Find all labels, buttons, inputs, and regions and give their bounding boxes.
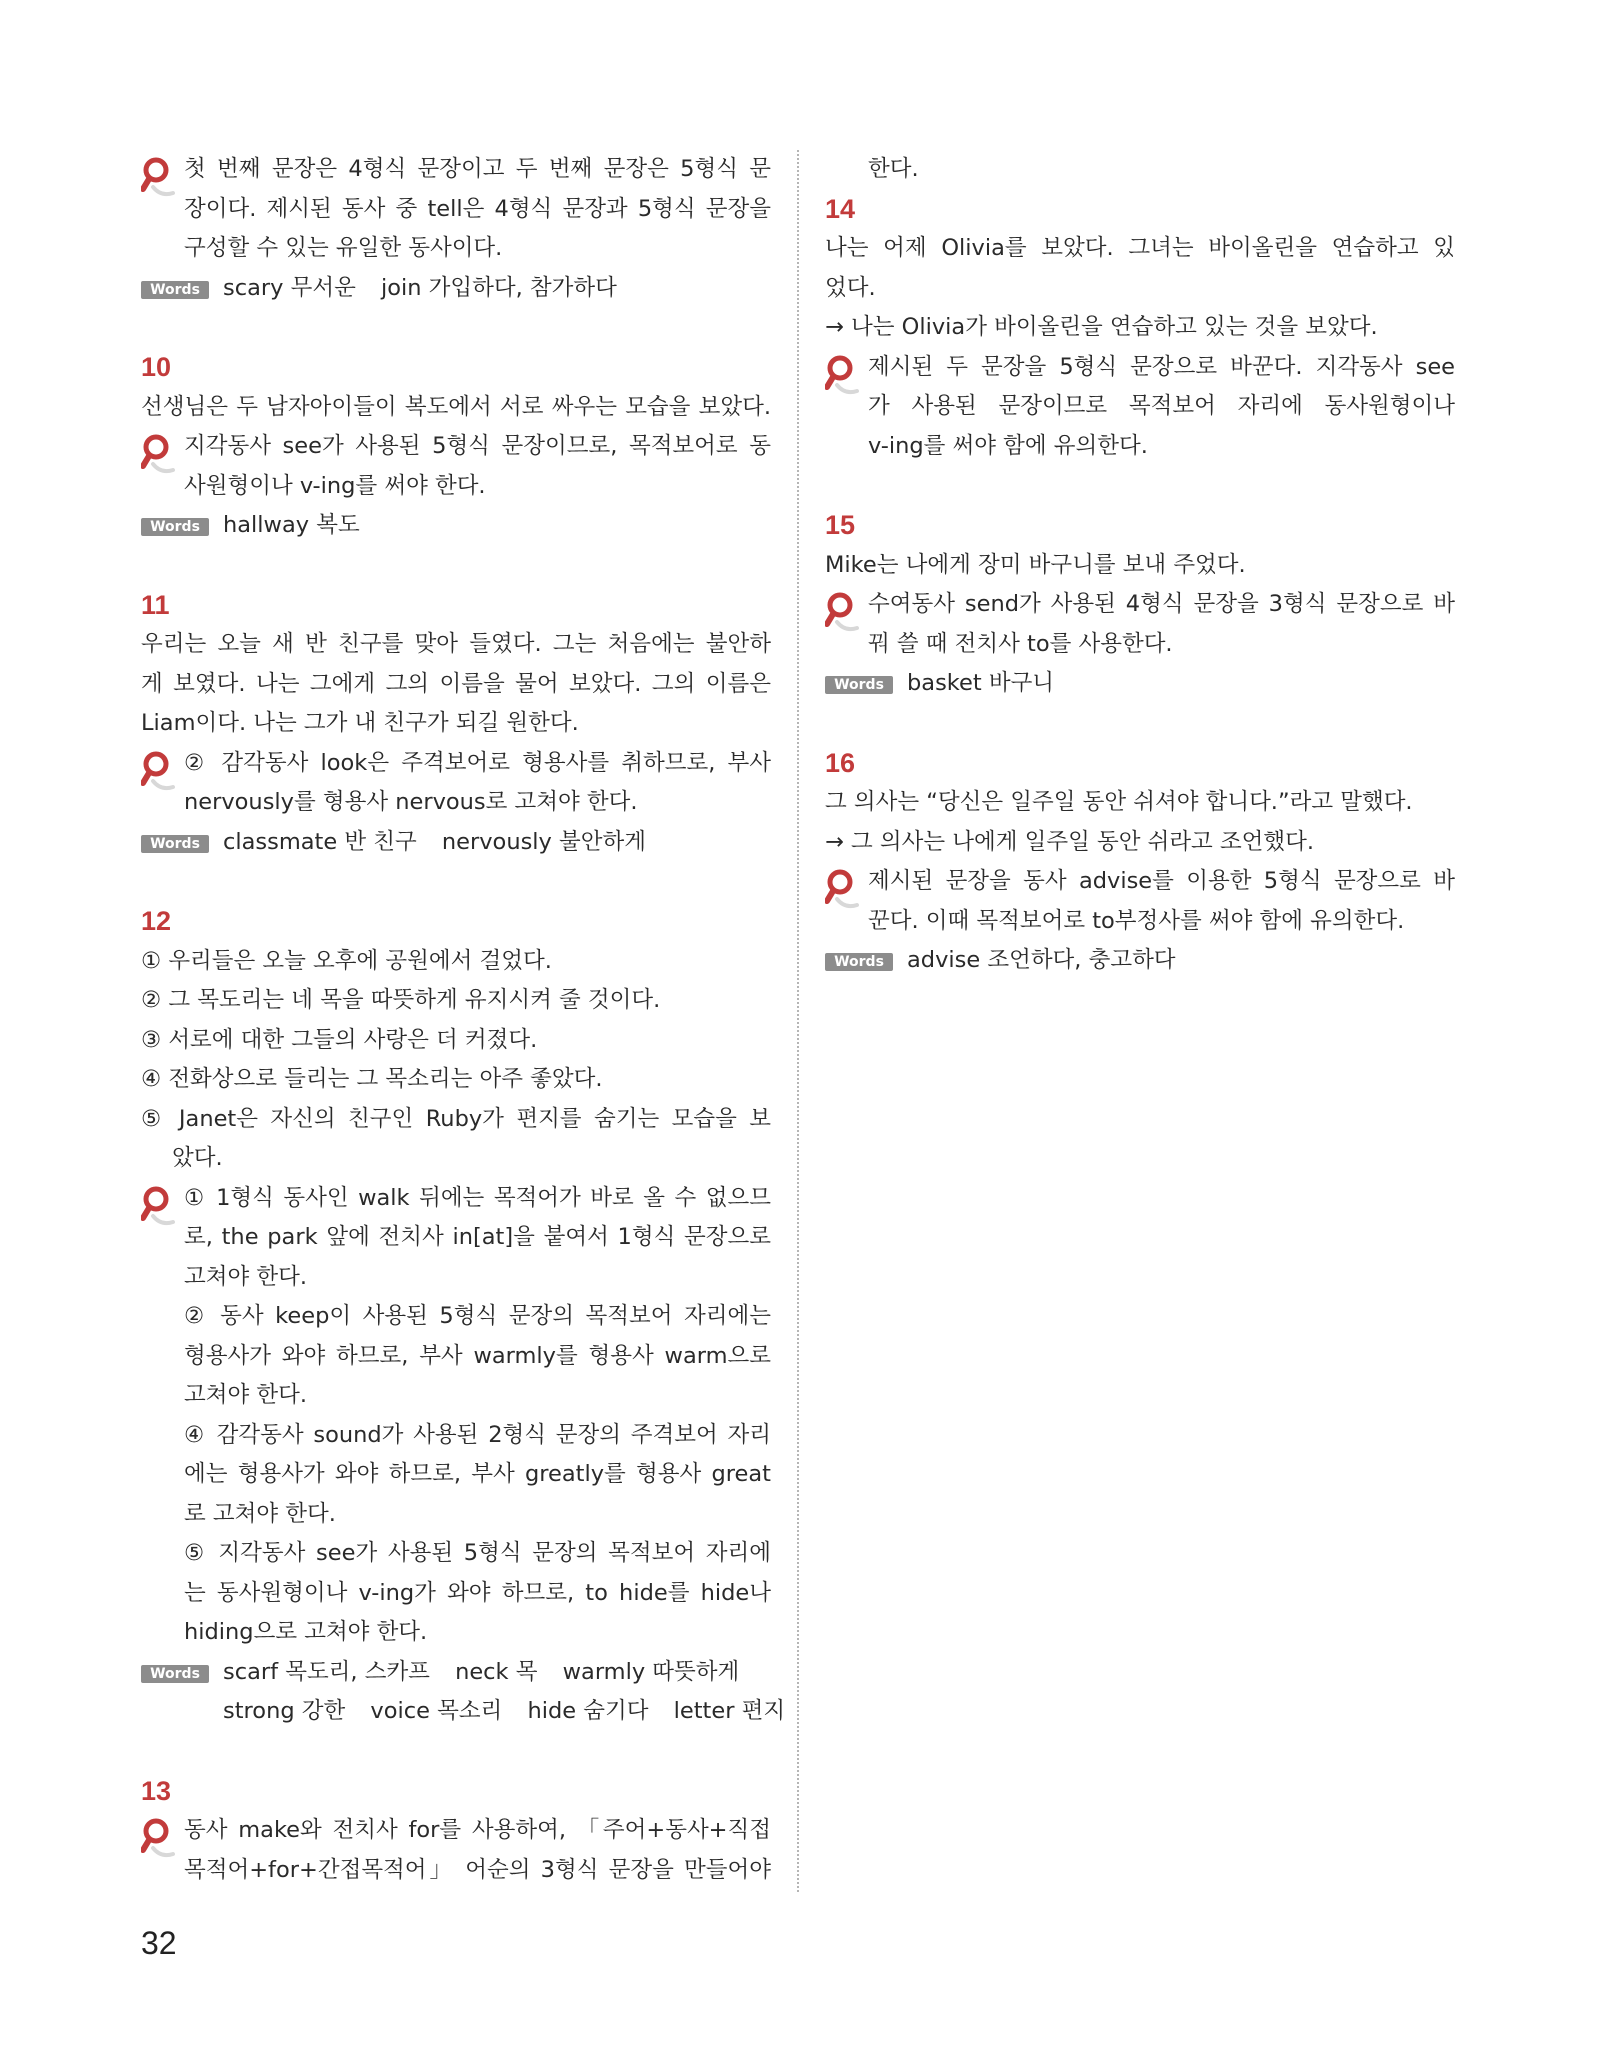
question-number: 13 bbox=[141, 1775, 172, 1806]
hint-line: ⑤ 지각동사 see가 사용된 5형식 문장의 목적보어 자리에 bbox=[184, 1540, 771, 1566]
magnifier-icon bbox=[141, 434, 175, 482]
hint-line: 한다. bbox=[868, 156, 919, 182]
magnifier-icon bbox=[141, 1818, 175, 1866]
hint-line: 지각동사 see가 사용된 5형식 문장이므로, 목적보어로 동 bbox=[184, 433, 771, 459]
word-item: warmly 따뜻하게 bbox=[562, 1658, 740, 1685]
hint-line: ② 동사 keep이 사용된 5형식 문장의 목적보어 자리에는 bbox=[184, 1303, 771, 1329]
question-number: 14 bbox=[825, 193, 856, 224]
words-list bbox=[141, 1692, 786, 1732]
hint-line: 는 동사원형이나 v-ing가 와야 하므로, to hide를 hide나 bbox=[184, 1579, 771, 1606]
question-number: 11 bbox=[141, 589, 170, 620]
translation-line: → 나는 Olivia가 바이올린을 연습하고 있는 것을 보았다. bbox=[825, 314, 1378, 340]
translation-line: 었다. bbox=[825, 274, 876, 301]
translation-line: 그 의사는 “당신은 일주일 동안 쉬셔야 합니다.”라고 말했다. bbox=[825, 789, 1413, 815]
words-badge: Words bbox=[141, 518, 209, 536]
hint-line: ④ 감각동사 sound가 사용된 2형식 문장의 주격보어 자리 bbox=[184, 1421, 771, 1448]
words-list bbox=[141, 823, 771, 863]
hint-line: 목적어+for+간접목적어」 어순의 3형식 문장을 만들어야 bbox=[184, 1856, 771, 1883]
words-list bbox=[825, 664, 1455, 704]
question-number: 15 bbox=[825, 510, 856, 540]
hint-line: ② 감각동사 look은 주격보어로 형용사를 취하므로, 부사 bbox=[184, 749, 771, 776]
hint-line: 로, the park 앞에 전치사 in[at]을 붙여서 1형식 문장으로 bbox=[184, 1224, 771, 1250]
choice-line: 았다. bbox=[172, 1145, 223, 1171]
word-item: join 가입하다, 참가하다 bbox=[380, 274, 617, 301]
choice-line: ② 그 목도리는 네 목을 따뜻하게 유지시켜 줄 것이다. bbox=[141, 987, 661, 1013]
magnifier-icon bbox=[141, 1186, 175, 1234]
choice-line: ① 우리들은 오늘 오후에 공원에서 걸었다. bbox=[141, 947, 552, 974]
word-item: classmate 반 친구 bbox=[223, 828, 417, 855]
magnifier-icon bbox=[825, 869, 859, 917]
hint-line: 고쳐야 한다. bbox=[184, 1382, 307, 1408]
hint-line: 형용사가 와야 하므로, 부사 warmly를 형용사 warm으로 bbox=[184, 1342, 771, 1369]
words-badge: Words bbox=[825, 953, 893, 971]
magnifier-icon bbox=[141, 157, 175, 205]
word-item: voice 목소리 bbox=[370, 1698, 503, 1724]
right-column bbox=[825, 150, 1455, 981]
question-number: 10 bbox=[141, 352, 172, 382]
translation-line: Liam이다. 나는 그가 내 친구가 되길 원한다. bbox=[141, 710, 579, 736]
hint-block bbox=[141, 150, 771, 269]
hint-line: 가 사용된 문장이므로 목적보어 자리에 동사원형이나 bbox=[868, 393, 1455, 419]
hint-line: 꾼다. 이때 목적보어로 to부정사를 써야 함에 유의한다. bbox=[868, 907, 1405, 934]
hint-line: 사원형이나 v-ing를 써야 한다. bbox=[184, 472, 486, 499]
hint-line: ① 1형식 동사인 walk 뒤에는 목적어가 바로 올 수 없으므 bbox=[184, 1184, 771, 1211]
words-badge: Words bbox=[141, 281, 209, 299]
word-item: hallway 복도 bbox=[223, 512, 360, 538]
words-badge: Words bbox=[141, 835, 209, 853]
hint-block bbox=[141, 1811, 771, 1890]
hint-block bbox=[141, 427, 771, 506]
hint-block bbox=[825, 585, 1455, 664]
page-number: 32 bbox=[141, 1925, 177, 1961]
hint-line: 수여동사 send가 사용된 4형식 문장을 3형식 문장으로 바 bbox=[868, 591, 1455, 617]
translation-line: 게 보였다. 나는 그에게 그의 이름을 물어 보았다. 그의 이름은 bbox=[141, 670, 771, 697]
word-item: strong 강한 bbox=[223, 1698, 346, 1724]
hint-block bbox=[825, 348, 1455, 467]
word-item: letter 편지 bbox=[673, 1698, 786, 1724]
hint-line: 고쳐야 한다. bbox=[184, 1263, 307, 1290]
translation-line: 우리는 오늘 새 반 친구를 맞아 들였다. 그는 처음에는 불안하 bbox=[141, 631, 771, 657]
magnifier-icon bbox=[825, 592, 859, 640]
words-badge: Words bbox=[825, 676, 893, 694]
word-item: hide 숨기다 bbox=[527, 1698, 649, 1724]
translation-line: 나는 어제 Olivia를 보았다. 그녀는 바이올린을 연습하고 있 bbox=[825, 235, 1455, 261]
hint-line: 첫 번째 문장은 4형식 문장이고 두 번째 문장은 5형식 문 bbox=[184, 156, 771, 182]
hint-line: 꿔 쓸 때 전치사 to를 사용한다. bbox=[868, 630, 1173, 657]
word-item: neck 목 bbox=[455, 1658, 538, 1685]
column-divider bbox=[797, 150, 799, 1892]
magnifier-icon bbox=[825, 355, 859, 403]
hint-line: 구성할 수 있는 유일한 동사이다. bbox=[184, 235, 503, 261]
hint-line: v-ing를 써야 함에 유의한다. bbox=[868, 432, 1148, 459]
choice-line: ⑤ Janet은 자신의 친구인 Ruby가 편지를 숨기는 모습을 보 bbox=[141, 1105, 771, 1132]
hint-line: hiding으로 고쳐야 한다. bbox=[184, 1619, 428, 1645]
hint-line: 장이다. 제시된 동사 중 tell은 4형식 문장과 5형식 문장을 bbox=[184, 195, 771, 222]
choice-line: ③ 서로에 대한 그들의 사랑은 더 커졌다. bbox=[141, 1026, 538, 1053]
word-item: scary 무서운 bbox=[223, 274, 356, 301]
hint-line: nervously를 형용사 nervous로 고쳐야 한다. bbox=[184, 789, 638, 815]
word-item: advise 조언하다, 충고하다 bbox=[907, 947, 1176, 973]
words-list bbox=[825, 941, 1455, 981]
translation-line: 선생님은 두 남자아이들이 복도에서 서로 싸우는 모습을 보았다. bbox=[141, 393, 771, 420]
word-item: basket 바구니 bbox=[907, 670, 1055, 696]
choice-line: ④ 전화상으로 들리는 그 목소리는 아주 좋았다. bbox=[141, 1066, 603, 1092]
words-list bbox=[141, 506, 771, 546]
words-list bbox=[141, 269, 771, 309]
hint-line: 에는 형용사가 와야 하므로, 부사 greatly를 형용사 great bbox=[184, 1461, 771, 1487]
left-column bbox=[141, 150, 786, 1890]
words-list bbox=[141, 1653, 771, 1693]
hint-line: 동사 make와 전치사 for를 사용하여, 「주어+동사+직접 bbox=[184, 1817, 771, 1843]
words-badge: Words bbox=[141, 1665, 209, 1683]
magnifier-icon bbox=[141, 751, 175, 799]
hint-block bbox=[825, 862, 1455, 941]
hint-line: 제시된 두 문장을 5형식 문장으로 바꾼다. 지각동사 see bbox=[868, 353, 1455, 380]
hint-block bbox=[141, 1179, 771, 1653]
hint-line: 로 고쳐야 한다. bbox=[184, 1500, 336, 1527]
question-number: 16 bbox=[825, 747, 856, 778]
word-item: scarf 목도리, 스카프 bbox=[223, 1658, 430, 1685]
question-number: 12 bbox=[141, 906, 172, 936]
translation-line: → 그 의사는 나에게 일주일 동안 쉬라고 조언했다. bbox=[825, 828, 1315, 855]
translation-line: Mike는 나에게 장미 바구니를 보내 주었다. bbox=[825, 551, 1246, 578]
word-item: nervously 불안하게 bbox=[441, 828, 646, 855]
hint-block bbox=[141, 744, 771, 823]
hint-line: 제시된 문장을 동사 advise를 이용한 5형식 문장으로 바 bbox=[868, 868, 1455, 894]
